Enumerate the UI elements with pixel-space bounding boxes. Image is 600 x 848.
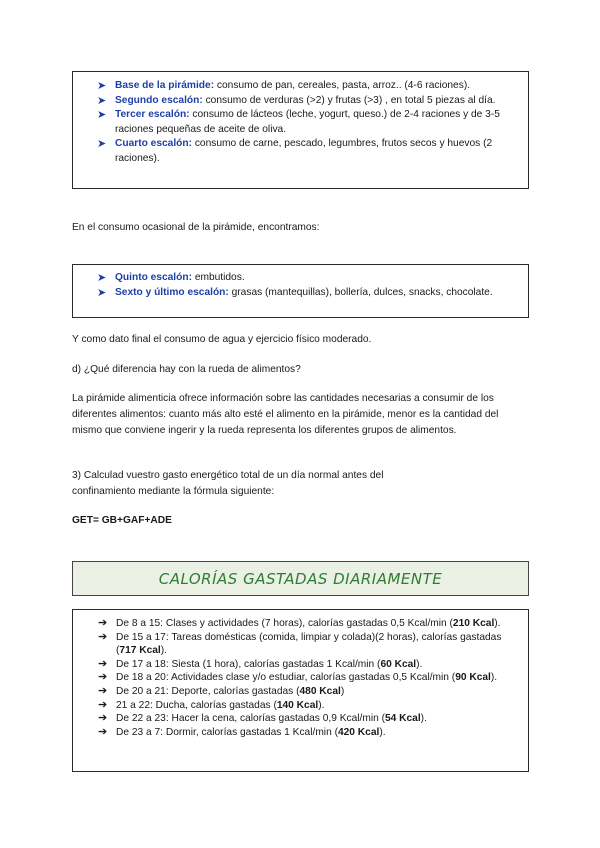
question-3-line-1: 3) Calculad vuestro gasto energético total de un día normal antes del	[72, 470, 384, 481]
calories-item-kcal: 60 Kcal	[380, 658, 417, 670]
calories-item	[98, 726, 514, 740]
calories-item-end: ).	[379, 726, 386, 738]
calories-item-kcal: 90 Kcal	[455, 672, 491, 684]
calories-item-text: De 17 a 18: Siesta (1 hora), calorías gastadas 1 Kcal/min (	[116, 658, 381, 670]
calories-title: CALORÍAS GASTADAS DIARIAMENTE	[158, 569, 443, 588]
arrow-right-icon: ➔	[98, 725, 108, 738]
pyramid-item-label: Tercer escalón:	[115, 109, 190, 121]
calories-item-text: De 22 a 23: Hacer la cena, calorías gastadas 0,9 Kcal/min (	[116, 713, 385, 725]
occasional-box	[72, 264, 529, 318]
calories-item	[98, 617, 514, 631]
arrow-bullet-icon: ➤	[97, 272, 107, 284]
answer-d: La pirámide alimenticia ofrece información sobre las cantidades necesarias a consumir de los diferentes alimentos: cuanto más alto esté el alimento en la pirámide, menor es la cantidad del mismo que conviene ingerir y la rueda representa los diferentes grupos de alimentos.	[72, 393, 499, 436]
arrow-right-icon: ➔	[98, 671, 108, 684]
pyramid-item	[97, 108, 518, 137]
calories-item	[98, 631, 514, 658]
pyramid-item-label: Cuarto escalón:	[115, 138, 192, 150]
question-d: d) ¿Qué diferencia hay con la rueda de alimentos?	[72, 364, 301, 375]
occasional-item	[97, 271, 518, 286]
question-3-line-2: confinamiento mediante la fórmula siguiente:	[72, 486, 275, 497]
calories-item-text: De 20 a 21: Deporte, calorías gastadas (	[116, 685, 300, 697]
occasional-item	[97, 286, 518, 301]
calories-item-end: ).	[494, 618, 501, 629]
calories-item	[98, 712, 514, 726]
calories-item-end: ).	[318, 699, 325, 711]
pyramid-item-text: consumo de carne, pescado, legumbres, frutos secos y huevos (2 raciones).	[115, 138, 493, 164]
occasional-item-text: grasas (mantequillas), bollería, dulces, snacks, chocolate.	[228, 286, 493, 298]
calories-item-text: De 18 a 20: Actividades clase y/o estudiar, calorías gastadas 0,5 Kcal/min (	[116, 672, 456, 684]
occasional-item-label: Sexto y último escalón:	[115, 286, 229, 298]
arrow-bullet-icon: ➤	[97, 80, 107, 92]
pyramid-box	[72, 71, 529, 189]
arrow-right-icon: ➔	[98, 698, 108, 711]
calories-item-kcal: 210 Kcal	[452, 618, 495, 629]
occasional-item-text: embutidos.	[191, 272, 245, 283]
calories-item-text: De 8 a 15: Clases y actividades (7 horas), calorías gastadas 0,5 Kcal/min (	[116, 618, 453, 629]
arrow-bullet-icon: ➤	[97, 286, 107, 299]
calories-item-text: 21 a 22: Ducha, calorías gastadas (	[116, 699, 277, 711]
arrow-bullet-icon: ➤	[97, 109, 107, 122]
question-3	[72, 468, 532, 500]
calories-item-end: ).	[420, 713, 427, 725]
arrow-right-icon: ➔	[98, 712, 108, 725]
calories-item	[98, 699, 514, 713]
calories-item-kcal: 717 Kcal	[119, 645, 161, 657]
calories-item-end: ).	[416, 658, 423, 670]
pyramid-item-text: consumo de pan, cereales, pasta, arroz.. (4-6 raciones).	[214, 80, 471, 91]
calories-item	[98, 658, 514, 672]
arrow-right-icon: ➔	[98, 684, 108, 697]
arrow-bullet-icon: ➤	[97, 94, 107, 107]
pyramid-list	[97, 79, 518, 167]
calories-item-end: )	[340, 685, 345, 697]
occasional-item-label: Quinto escalón:	[115, 272, 192, 283]
formula: GET= GB+GAF+ADE	[72, 515, 172, 526]
calories-item	[98, 671, 514, 685]
calories-list	[98, 617, 514, 739]
calories-item-end: ).	[160, 645, 167, 657]
arrow-right-icon: ➔	[98, 657, 108, 670]
calories-item-end: ).	[490, 672, 498, 684]
occasional-list	[97, 271, 518, 300]
occasional-intro: En el consumo ocasional de la pirámide, encontramos:	[72, 222, 320, 233]
pyramid-item	[97, 94, 518, 109]
pyramid-item-text: consumo de lácteos (leche, yogurt, queso.) de 2-4 raciones y de 3-5 raciones pequeñas de aceite de oliva.	[115, 109, 500, 135]
pyramid-item	[97, 137, 518, 166]
pyramid-item-text: consumo de verduras (>2) y frutas (>3) , en total 5 piezas al día.	[202, 94, 496, 106]
pyramid-item-label: Base de la pirámide:	[115, 80, 215, 91]
calories-title-box	[72, 561, 529, 596]
calories-box	[72, 609, 529, 772]
calories-item	[98, 685, 514, 699]
arrow-right-icon: ➔	[98, 630, 108, 643]
calories-item-kcal: 54 Kcal	[384, 713, 421, 725]
final-note: Y como dato final el consumo de agua y ejercicio físico moderado.	[72, 334, 372, 345]
calories-item-kcal: 420 Kcal	[337, 726, 380, 738]
arrow-bullet-icon: ➤	[97, 138, 107, 151]
pyramid-item	[97, 79, 518, 94]
pyramid-item-label: Segundo escalón:	[115, 94, 203, 106]
calories-item-text: De 23 a 7: Dormir, calorías gastadas 1 Kcal/min (	[116, 726, 338, 738]
calories-item-text: De 15 a 17: Tareas domésticas (comida, limpiar y colada)(2 horas), calorías gastadas (	[116, 631, 502, 657]
calories-item-kcal: 480 Kcal	[299, 685, 341, 697]
arrow-right-icon: ➔	[98, 617, 108, 629]
calories-item-kcal: 140 Kcal	[276, 699, 319, 711]
